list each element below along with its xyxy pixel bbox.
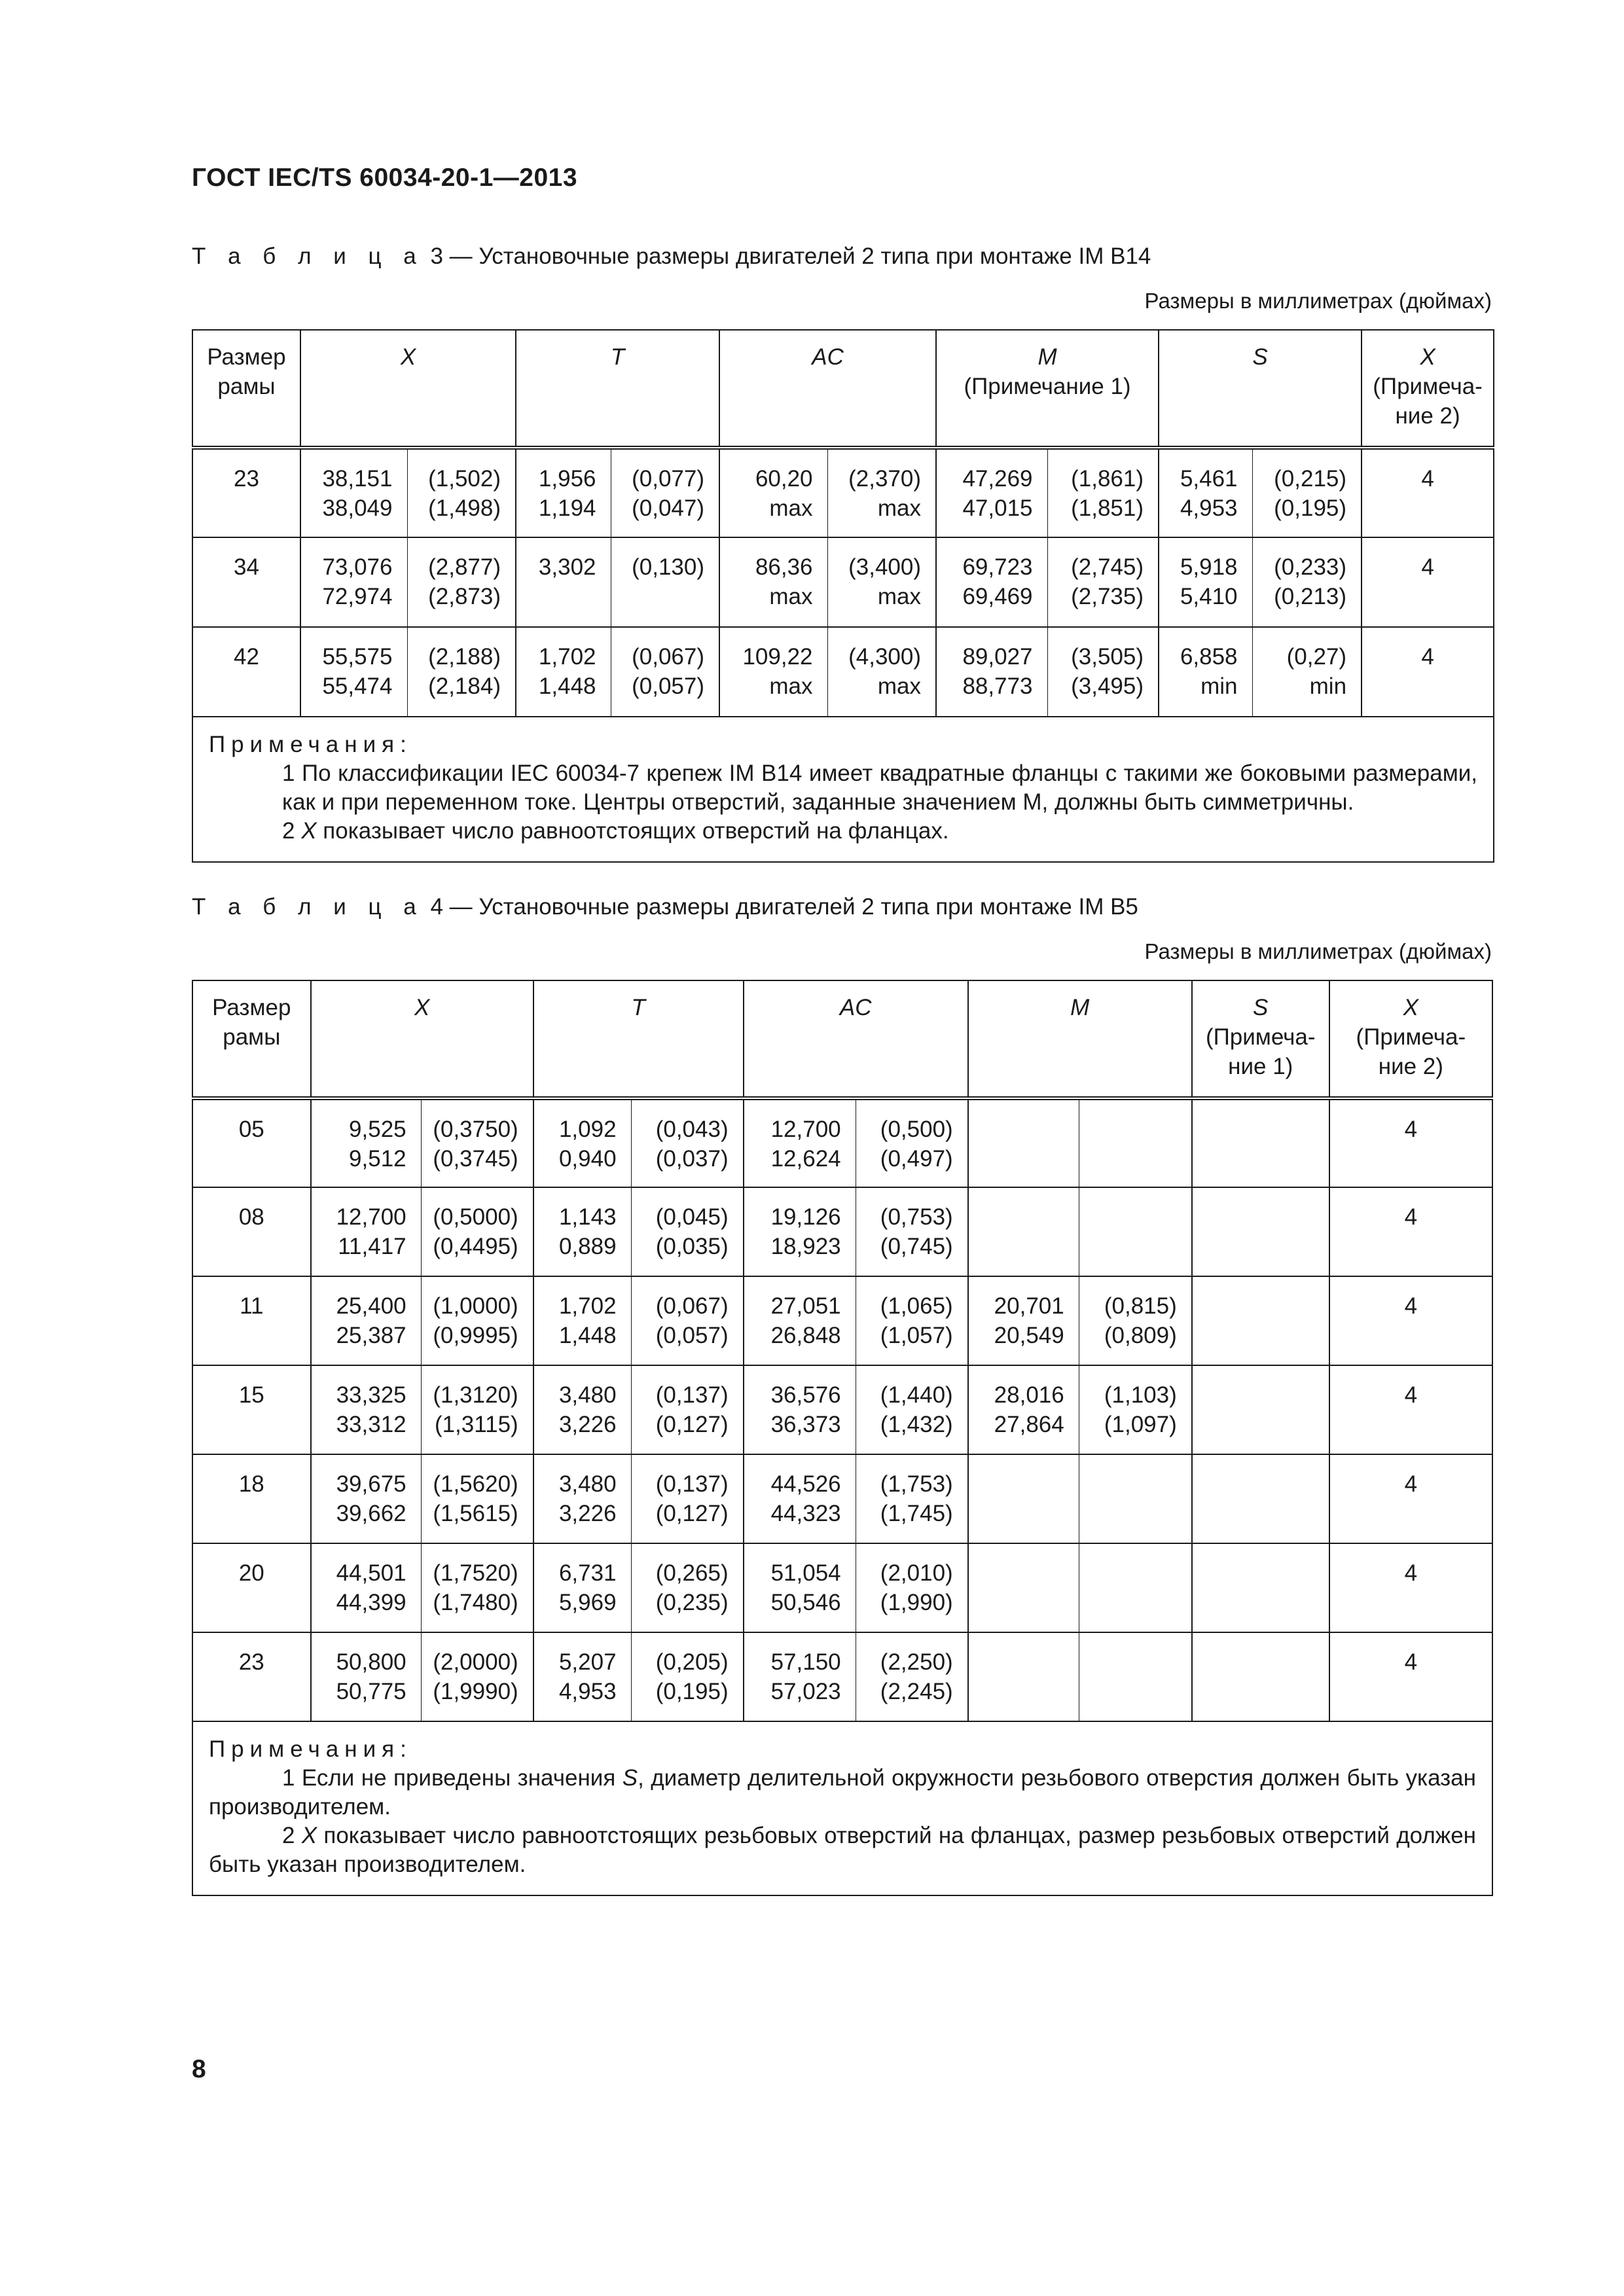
x-mm: 44,501 44,399	[311, 1543, 422, 1632]
table3-notes-row	[192, 717, 1494, 862]
header-ac: AC	[744, 980, 968, 1098]
x-mm: 33,325 33,312	[311, 1365, 422, 1454]
header-ac: AC	[719, 330, 936, 448]
m-mm: 89,027 88,773	[936, 627, 1047, 717]
frame-size: 42	[192, 627, 300, 717]
x-in: (1,7520) (1,7480)	[421, 1543, 533, 1632]
s-value	[1192, 1276, 1329, 1365]
note-1: 1 По классификации IEC 60034-7 крепеж IM B14 имеет квадратные фланцы с такими же боковыми размерами, как и при переменном токе. Центры отверстий, заданные значением M, должны быть симметричны.	[282, 761, 1478, 815]
ac-in: (1,065) (1,057)	[856, 1276, 968, 1365]
x-in: (0,5000) (0,4495)	[421, 1187, 533, 1276]
header-frame-size: Размер рамы	[192, 330, 300, 448]
x-in: (2,188) (2,184)	[407, 627, 516, 717]
ac-mm: 36,576 36,373	[744, 1365, 856, 1454]
x-in: (1,0000) (0,9995)	[421, 1276, 533, 1365]
frame-size: 15	[192, 1365, 311, 1454]
table-row	[192, 1543, 1492, 1632]
ac-mm: 12,700 12,624	[744, 1098, 856, 1187]
table4	[192, 980, 1493, 1896]
s-in: (0,233) (0,213)	[1252, 537, 1362, 627]
m-in: (0,815) (0,809)	[1079, 1276, 1192, 1365]
table-row	[192, 1365, 1492, 1454]
hole-count: 4	[1362, 448, 1494, 537]
x-in: (1,3120) (1,3115)	[421, 1365, 533, 1454]
table-row	[192, 1098, 1492, 1187]
ac-mm: 19,126 18,923	[744, 1187, 856, 1276]
ac-in: (2,370) max	[827, 448, 936, 537]
hole-count: 4	[1329, 1276, 1492, 1365]
hole-count: 4	[1329, 1187, 1492, 1276]
ac-mm: 57,150 57,023	[744, 1632, 856, 1721]
t-mm: 1,956 1,194	[516, 448, 611, 537]
x-mm: 39,675 39,662	[311, 1454, 422, 1543]
table-row	[192, 537, 1494, 627]
t-mm: 1,092 0,940	[533, 1098, 631, 1187]
m-mm	[968, 1098, 1079, 1187]
s-value	[1192, 1187, 1329, 1276]
x-mm: 38,151 38,049	[300, 448, 407, 537]
t-in: (0,130)	[611, 537, 719, 627]
table3-notes	[192, 717, 1494, 862]
ac-in: (1,440) (1,432)	[856, 1365, 968, 1454]
x-mm: 25,400 25,387	[311, 1276, 422, 1365]
m-mm	[968, 1543, 1079, 1632]
t-mm: 5,207 4,953	[533, 1632, 631, 1721]
note-2: 2 X показывает число равноотстоящих отверстий на фланцах.	[282, 818, 949, 844]
hole-count: 4	[1329, 1543, 1492, 1632]
ac-mm: 51,054 50,546	[744, 1543, 856, 1632]
m-mm	[968, 1187, 1079, 1276]
header-s: S	[1159, 330, 1362, 448]
ac-in: (2,010) (1,990)	[856, 1543, 968, 1632]
table4-caption-text: 4 — Установочные размеры двигателей 2 типа при монтаже IM B5	[430, 894, 1138, 920]
t-in: (0,067) (0,057)	[611, 627, 719, 717]
t-in: (0,205) (0,195)	[631, 1632, 744, 1721]
ac-in: (0,753) (0,745)	[856, 1187, 968, 1276]
table-row	[192, 1454, 1492, 1543]
table4-header-row	[192, 980, 1492, 1098]
m-in	[1079, 1187, 1192, 1276]
m-mm	[968, 1454, 1079, 1543]
x-mm: 73,076 72,974	[300, 537, 407, 627]
m-in	[1079, 1543, 1192, 1632]
s-value	[1192, 1543, 1329, 1632]
m-mm: 47,269 47,015	[936, 448, 1047, 537]
s-in: (0,215) (0,195)	[1252, 448, 1362, 537]
table-row	[192, 627, 1494, 717]
frame-size: 08	[192, 1187, 311, 1276]
table-row	[192, 1276, 1492, 1365]
x-in: (1,5620) (1,5615)	[421, 1454, 533, 1543]
m-in	[1079, 1454, 1192, 1543]
frame-size: 23	[192, 1632, 311, 1721]
t-in: (0,077) (0,047)	[611, 448, 719, 537]
hole-count: 4	[1362, 537, 1494, 627]
m-in: (3,505) (3,495)	[1047, 627, 1159, 717]
t-in: (0,043) (0,037)	[631, 1098, 744, 1187]
table3-caption-text: 3 — Установочные размеры двигателей 2 типа при монтаже IM B14	[430, 243, 1151, 269]
header-frame-size: Размер рамы	[192, 980, 311, 1098]
t-mm: 1,702 1,448	[533, 1276, 631, 1365]
t-mm: 3,480 3,226	[533, 1365, 631, 1454]
table3	[192, 329, 1494, 863]
table3-caption-label: Т а б л и ц а	[192, 243, 424, 269]
table4-caption-label: Т а б л и ц а	[192, 894, 424, 920]
ac-mm: 60,20 max	[719, 448, 827, 537]
header-s: S (Примеча- ние 1)	[1192, 980, 1329, 1098]
x-in: (0,3750) (0,3745)	[421, 1098, 533, 1187]
table-row	[192, 448, 1494, 537]
ac-in: (0,500) (0,497)	[856, 1098, 968, 1187]
header-t: T	[533, 980, 744, 1098]
t-in: (0,265) (0,235)	[631, 1543, 744, 1632]
header-x: X	[300, 330, 516, 448]
table3-header-row	[192, 330, 1494, 448]
s-in: (0,27) min	[1252, 627, 1362, 717]
frame-size: 34	[192, 537, 300, 627]
m-in	[1079, 1098, 1192, 1187]
m-mm: 20,701 20,549	[968, 1276, 1079, 1365]
frame-size: 23	[192, 448, 300, 537]
t-in: (0,067) (0,057)	[631, 1276, 744, 1365]
s-value	[1192, 1632, 1329, 1721]
ac-mm: 27,051 26,848	[744, 1276, 856, 1365]
ac-in: (3,400) max	[827, 537, 936, 627]
note-2: 2 X показывает число равноотстоящих резьбовых отверстий на фланцах, размер резьбовых отверстий должен быть указан производителем.	[209, 1823, 1476, 1877]
frame-size: 11	[192, 1276, 311, 1365]
ac-in: (2,250) (2,245)	[856, 1632, 968, 1721]
t-mm: 3,302	[516, 537, 611, 627]
notes-title: Примечания:	[209, 732, 412, 757]
s-mm: 5,461 4,953	[1159, 448, 1252, 537]
ac-in: (4,300) max	[827, 627, 936, 717]
table3-units: Размеры в миллиметрах (дюймах)	[1144, 289, 1492, 313]
table4-caption	[192, 894, 1138, 920]
m-in: (2,745) (2,735)	[1047, 537, 1159, 627]
header-x: X	[311, 980, 533, 1098]
header-hole-count: X (Примеча- ние 2)	[1362, 330, 1494, 448]
table-row	[192, 1187, 1492, 1276]
ac-mm: 86,36 max	[719, 537, 827, 627]
s-mm: 5,918 5,410	[1159, 537, 1252, 627]
m-in: (1,103) (1,097)	[1079, 1365, 1192, 1454]
frame-size: 18	[192, 1454, 311, 1543]
t-mm: 1,143 0,889	[533, 1187, 631, 1276]
header-m: M (Примечание 1)	[936, 330, 1159, 448]
notes-title: Примечания:	[209, 1736, 412, 1762]
x-mm: 50,800 50,775	[311, 1632, 422, 1721]
x-in: (2,0000) (1,9990)	[421, 1632, 533, 1721]
t-mm: 1,702 1,448	[516, 627, 611, 717]
frame-size: 05	[192, 1098, 311, 1187]
frame-size: 20	[192, 1543, 311, 1632]
hole-count: 4	[1329, 1632, 1492, 1721]
ac-in: (1,753) (1,745)	[856, 1454, 968, 1543]
table4-units: Размеры в миллиметрах (дюймах)	[1144, 939, 1492, 963]
t-mm: 6,731 5,969	[533, 1543, 631, 1632]
t-in: (0,137) (0,127)	[631, 1365, 744, 1454]
x-in: (1,502) (1,498)	[407, 448, 516, 537]
table4-notes	[192, 1721, 1492, 1895]
header-hole-count: X (Примеча- ние 2)	[1329, 980, 1492, 1098]
hole-count: 4	[1329, 1454, 1492, 1543]
hole-count: 4	[1329, 1098, 1492, 1187]
table3-caption	[192, 243, 1151, 270]
t-in: (0,137) (0,127)	[631, 1454, 744, 1543]
table4-notes-row	[192, 1721, 1492, 1895]
s-value	[1192, 1098, 1329, 1187]
page-number: 8	[192, 2055, 206, 2083]
ac-mm: 44,526 44,323	[744, 1454, 856, 1543]
s-mm: 6,858 min	[1159, 627, 1252, 717]
s-value	[1192, 1454, 1329, 1543]
x-in: (2,877) (2,873)	[407, 537, 516, 627]
hole-count: 4	[1329, 1365, 1492, 1454]
table-row	[192, 1632, 1492, 1721]
x-mm: 9,525 9,512	[311, 1098, 422, 1187]
t-in: (0,045) (0,035)	[631, 1187, 744, 1276]
ac-mm: 109,22 max	[719, 627, 827, 717]
header-t: T	[516, 330, 719, 448]
hole-count: 4	[1362, 627, 1494, 717]
m-mm	[968, 1632, 1079, 1721]
m-mm: 28,016 27,864	[968, 1365, 1079, 1454]
s-value	[1192, 1365, 1329, 1454]
x-mm: 12,700 11,417	[311, 1187, 422, 1276]
m-in: (1,861) (1,851)	[1047, 448, 1159, 537]
note-1: 1 Если не приведены значения S, диаметр делительной окружности резьбового отверстия должен быть указан производителем.	[209, 1765, 1476, 1820]
header-m: M	[968, 980, 1192, 1098]
m-mm: 69,723 69,469	[936, 537, 1047, 627]
m-in	[1079, 1632, 1192, 1721]
t-mm: 3,480 3,226	[533, 1454, 631, 1543]
x-mm: 55,575 55,474	[300, 627, 407, 717]
document-code: ГОСТ IEC/TS 60034-20-1—2013	[192, 164, 578, 192]
